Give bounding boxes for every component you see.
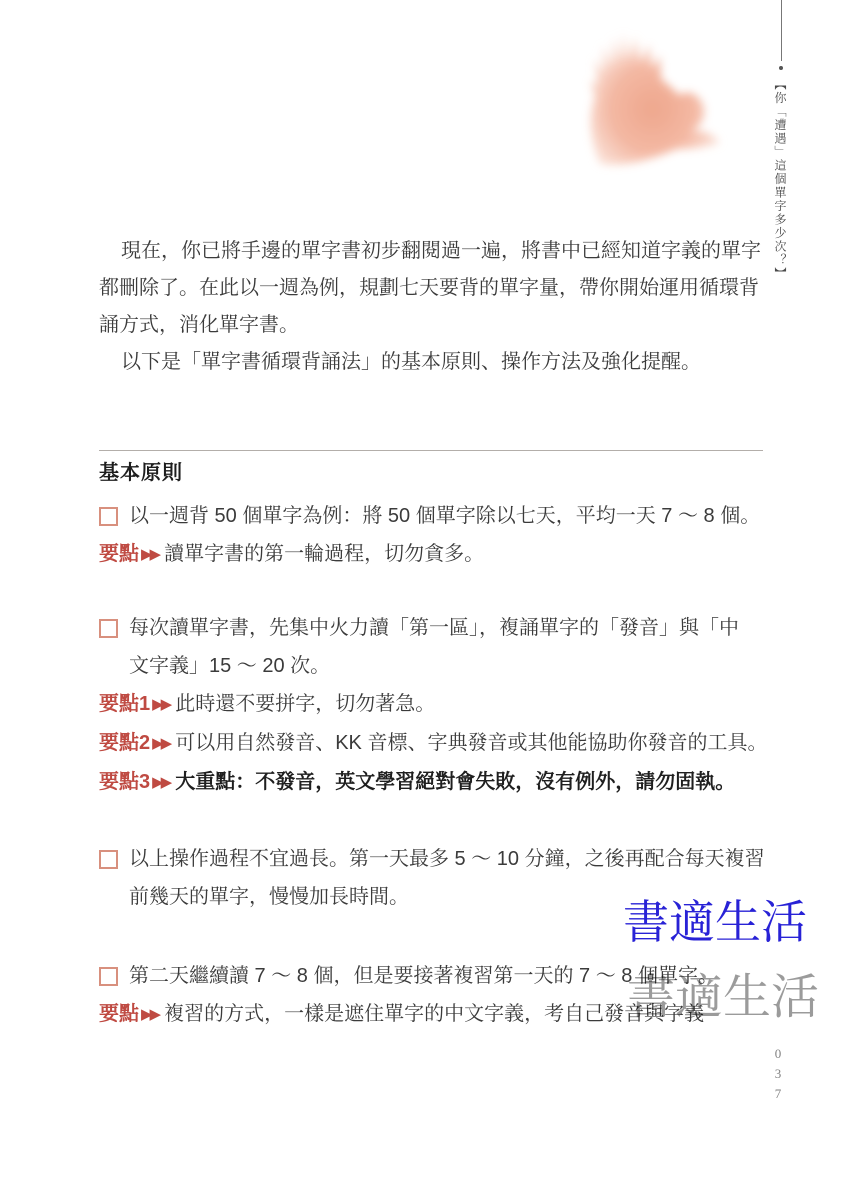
double-arrow-icon: ▶▶ (152, 696, 170, 713)
watermark-gray: 書適生活 (627, 971, 820, 1024)
key-point (99, 685, 769, 724)
checkbox-icon (99, 507, 118, 526)
key-point-label: 要點1 (99, 693, 151, 715)
double-arrow-icon: ▶▶ (141, 546, 159, 563)
key-point-label: 要點2 (99, 732, 151, 754)
checkbox-icon (99, 850, 118, 869)
key-point-label: 要點 (99, 1003, 139, 1025)
key-point (99, 724, 769, 763)
list-item (99, 609, 769, 685)
chapter-dot-icon (779, 66, 783, 70)
item-text: 文字義」15 ～ 20 次。 (129, 655, 331, 677)
page-number-digit: 3 (774, 1066, 782, 1081)
intro-paragraphs (99, 233, 769, 381)
paragraph-line: 誦方式，消化單字書。 (99, 314, 299, 336)
double-arrow-icon: ▶▶ (141, 1006, 159, 1023)
checkbox-icon (99, 619, 118, 638)
page-number (770, 1044, 786, 1104)
section-title: 基本原則 (99, 462, 183, 484)
key-point-label: 要點 (99, 543, 139, 565)
bird-feather-watermark-icon (556, 24, 744, 186)
key-point-text: 可以用自然發音、KK 音標、字典發音或其他能協助你發音的工具。 (175, 732, 768, 754)
page-number-digit: 7 (774, 1086, 782, 1101)
section-divider (99, 450, 763, 451)
item-text: 以上操作過程不宜過長。第一天最多 5 ～ 10 分鐘，之後再配合每天複習 (129, 848, 765, 870)
paragraph-line: 現在，你已將手邊的單字書初步翻閱過一遍，將書中已經知道字義的單字 (121, 240, 761, 262)
page-number-digit: 0 (774, 1046, 782, 1061)
list-group (99, 497, 769, 574)
key-point-text: 此時還不要拼字，切勿著急。 (175, 693, 436, 715)
double-arrow-icon: ▶▶ (152, 735, 170, 752)
key-point-text: 讀單字書的第一輪過程，切勿貪多。 (164, 543, 485, 565)
key-point (99, 535, 769, 574)
key-point (99, 763, 769, 802)
item-text: 以一週背 50 個單字為例：將 50 個單字除以七天，平均一天 7 ～ 8 個。 (129, 505, 761, 527)
list-item (99, 497, 769, 535)
paragraph-line: 以下是「單字書循環背誦法」的基本原則、操作方法及強化提醒。 (121, 351, 701, 373)
item-text: 每次讀單字書，先集中火力讀「第一區」，複誦單字的「發音」與「中 (129, 617, 739, 639)
item-text: 前幾天的單字，慢慢加長時間。 (129, 886, 409, 908)
key-point-label: 要點3 (99, 771, 151, 793)
key-point-text: 複習的方式，一樣是遮住單字的中文字義，考自己發音與字義 (164, 1003, 705, 1025)
principles-list (99, 497, 769, 1034)
item-text: 第二天繼續讀 7 ～ 8 個，但是要接著複習第一天的 7 ～ 8 個單字。 (129, 965, 718, 987)
key-point-text: 大重點：不發音，英文學習絕對會失敗，沒有例外，請勿固執。 (175, 771, 736, 793)
double-arrow-icon: ▶▶ (152, 774, 170, 791)
watermark-blue: 書適生活 (623, 897, 807, 948)
chapter-rule (781, 0, 782, 61)
list-group (99, 609, 769, 802)
paragraph-line: 都刪除了。在此以一週為例，規劃七天要背的單字量，帶你開始運用循環背 (99, 277, 759, 299)
chapter-title-vertical: 【你「遭遇」這個單字多少次？】 (773, 78, 787, 281)
checkbox-icon (99, 967, 118, 986)
